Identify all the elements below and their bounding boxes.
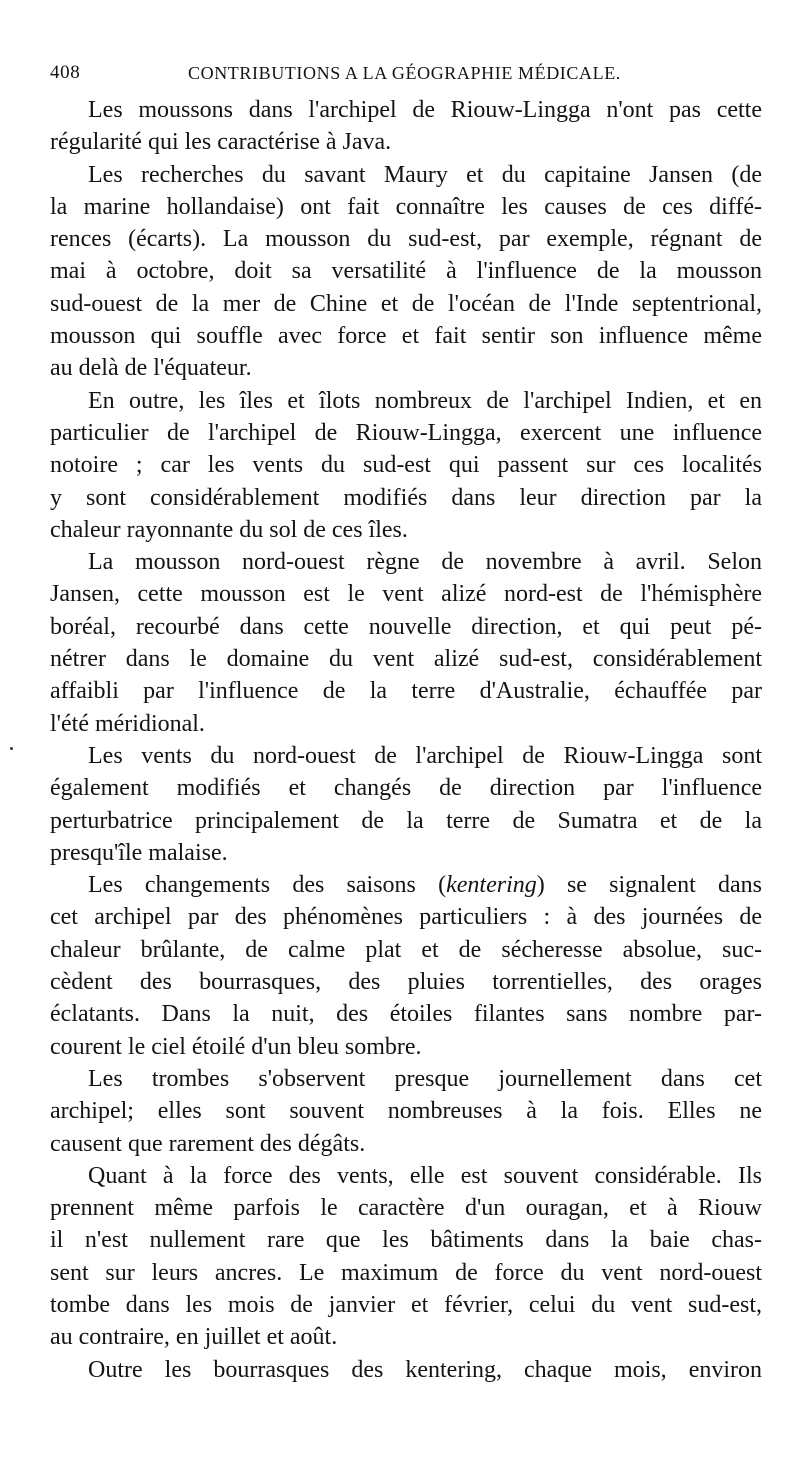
paragraph <box>50 546 762 740</box>
book-page <box>50 58 762 1386</box>
text-line: il n'est nullement rare que les bâtiments dans la baie chas- <box>50 1227 762 1254</box>
paragraph <box>50 385 762 546</box>
text-line: prennent même parfois le caractère d'un ouragan, et à Riouw <box>50 1195 762 1222</box>
page-number: 408 <box>50 62 81 83</box>
text-line <box>50 869 762 901</box>
text-line: Jansen, cette mousson est le vent alizé nord-est de l'hémisphère <box>50 581 762 608</box>
text-fragment: ) se signalent dans <box>536 872 763 899</box>
text-line: sud-ouest de la mer de Chine et de l'océan de l'Inde septentrional, <box>50 290 762 317</box>
text-line: La mousson nord-ouest règne de novembre à avril. Selon <box>88 549 762 576</box>
text-line: notoire ; car les vents du sud-est qui passent sur ces localités <box>50 452 762 479</box>
text-line: mousson qui souffle avec force et fait sentir son influence même <box>50 323 762 350</box>
text-line: Outre les bourrasques des kentering, chaque mois, environ <box>88 1356 762 1383</box>
text-line: rences (écarts). La mousson du sud-est, par exemple, régnant de <box>50 226 762 253</box>
text-line: éclatants. Dans la nuit, des étoiles filantes sans nombre par- <box>50 1001 762 1028</box>
text-line: causent que rarement des dégâts. <box>50 1130 366 1157</box>
paragraph <box>50 1160 762 1354</box>
text-line: y sont considérablement modifiés dans leur direction par la <box>50 484 762 511</box>
text-line: affaibli par l'influence de la terre d'Australie, échauffée par <box>50 678 762 705</box>
text-line: Les vents du nord-ouest de l'archipel de Riouw-Lingga sont <box>88 742 762 769</box>
body-text <box>50 94 762 1386</box>
paragraph <box>50 1063 762 1160</box>
text-line: Les moussons dans l'archipel de Riouw-Lingga n'ont pas cette <box>88 97 762 123</box>
text-line: au contraire, en juillet et août. <box>50 1324 338 1351</box>
text-line: nétrer dans le domaine du vent alizé sud-est, considérablement <box>50 646 762 673</box>
text-line: En outre, les îles et îlots nombreux de l'archipel Indien, et en <box>88 387 762 414</box>
paragraph <box>50 869 762 1063</box>
text-line: chaleur rayonnante du sol de ces îles. <box>50 516 408 543</box>
text-line: mai à octobre, doit sa versatilité à l'influence de la mousson <box>50 258 762 285</box>
text-line: au delà de l'équateur. <box>50 355 252 382</box>
text-line: sent sur leurs ancres. Le maximum de force du vent nord-ouest <box>50 1259 762 1286</box>
running-head <box>50 58 762 88</box>
text-line: courent le ciel étoilé d'un bleu sombre. <box>50 1033 422 1060</box>
text-line: particulier de l'archipel de Riouw-Lingga, exercent une influence <box>50 419 762 446</box>
text-fragment: Les changements des saisons ( <box>88 872 447 899</box>
paragraph <box>50 94 762 159</box>
text-line: cèdent des bourrasques, des pluies torrentielles, des orages <box>50 969 762 996</box>
paragraph <box>50 1354 762 1386</box>
paragraph <box>50 159 762 385</box>
text-line: tombe dans les mois de janvier et février, celui du vent sud-est, <box>50 1291 762 1318</box>
text-line: Quant à la force des vents, elle est souvent considérable. Ils <box>88 1162 762 1189</box>
text-line: perturbatrice principalement de la terre de Sumatra et de la <box>50 807 762 834</box>
italic-term: kentering <box>446 872 537 899</box>
text-line: boréal, recourbé dans cette nouvelle direction, et qui peut pé- <box>50 613 762 640</box>
paragraph <box>50 740 762 869</box>
text-line: presqu'île malaise. <box>50 839 228 866</box>
text-line: également modifiés et changés de direction par l'influence <box>50 775 762 802</box>
text-line: Les recherches du savant Maury et du capitaine Jansen (de <box>88 161 762 188</box>
text-line: l'été méridional. <box>50 710 205 737</box>
text-line: archipel; elles sont souvent nombreuses à la fois. Elles ne <box>50 1098 762 1125</box>
margin-dot <box>10 747 13 750</box>
text-line: cet archipel par des phénomènes particuliers : à des journées de <box>50 904 762 931</box>
text-line: Les trombes s'observent presque journellement dans cet <box>88 1065 762 1092</box>
text-line: chaleur brûlante, de calme plat et de sécheresse absolue, suc- <box>50 936 762 963</box>
text-line: la marine hollandaise) ont fait connaître les causes de ces diffé- <box>50 193 762 220</box>
running-title: CONTRIBUTIONS A LA GÉOGRAPHIE MÉDICALE. <box>188 63 621 83</box>
text-line: régularité qui les caractérise à Java. <box>50 129 392 156</box>
